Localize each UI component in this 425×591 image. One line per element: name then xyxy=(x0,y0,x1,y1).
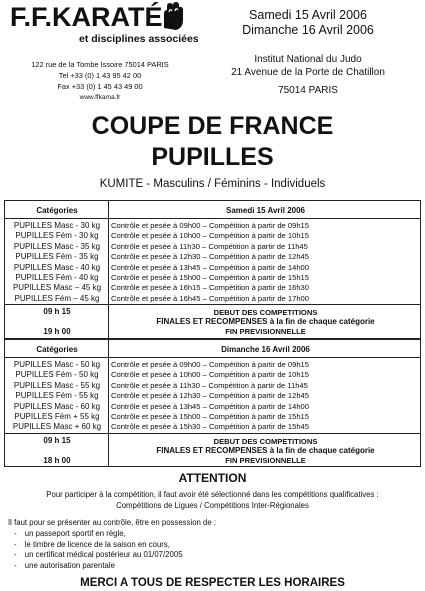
note-start: DEBUT DES COMPETITIONS xyxy=(213,308,318,317)
note-finals: FINALES ET RECOMPENSES à la fin de chaque catégorie xyxy=(156,446,375,455)
category-cell: PUPILLES Masc - 35 kg xyxy=(13,241,101,251)
schedule-cell: Contrôle et pesée à 16h15 – Compétition à partir de 16h30 xyxy=(111,283,309,293)
category-cell: PUPILLES Masc - 30 kg xyxy=(13,221,101,230)
qualification-competitions: Compétitions de Ligues / Compétitions Inter-Régionales xyxy=(116,500,309,510)
start-time: 09 h 15 xyxy=(43,436,71,445)
end-time: 19 h 00 xyxy=(43,327,71,336)
list-item: - un certificat médical postérieur au 01/07/2005 xyxy=(26,550,183,561)
category-cell: PUPILLES Masc - 40 kg xyxy=(13,262,101,272)
category-cell: PUPILLES Fém + 55 kg xyxy=(14,412,100,421)
day-header-saturday: Samedi 15 Avril 2006 xyxy=(225,206,305,215)
list-item: - une autorisation parentale xyxy=(26,561,183,572)
category-cell: PUPILLES Masc - 50 kg xyxy=(13,360,101,369)
category-cell: PUPILLES Fém - 40 kg xyxy=(15,273,99,282)
venue-street: 21 Avenue de la Porte de Chatillon xyxy=(231,66,385,78)
attention-heading: ATTENTION xyxy=(178,471,247,485)
schedule-cell: Contrôle et pesée à 13h45 – Compétition à partir de 14h00 xyxy=(111,262,309,272)
date-sunday: Dimanche 16 Avril 2006 xyxy=(242,23,374,37)
venue-block xyxy=(208,54,408,98)
category-cell: PUPILLES Fém - 55 kg xyxy=(15,391,99,401)
schedule-cell: Contrôle et pesée à 13h45 – Compétition à partir de 14h00 xyxy=(111,401,309,411)
list-item: - un passeport sportif en règle, xyxy=(26,529,183,540)
schedule-cell: Contrôle et pesée à 09h00 – Compétition à partir de 09h15 xyxy=(111,221,309,230)
category-cell: PUPILLES Masc - 60 kg xyxy=(13,401,101,411)
schedule-cell: Contrôle et pesée à 15h30 – Compétition à partir de 15h45 xyxy=(111,422,309,432)
event-dates xyxy=(208,8,408,38)
note-start: DEBUT DES COMPETITIONS xyxy=(213,437,318,446)
schedule-cell: Contrôle et pesée à 12h30 – Compétition à partir de 12h45 xyxy=(111,252,309,262)
category-cell: PUPILLES Masc + 60 kg xyxy=(12,422,102,432)
schedule-cell: Contrôle et pesée à 11h30 – Compétition à partir de 11h45 xyxy=(111,380,308,390)
day-header-sunday: Dimanche 16 Avril 2006 xyxy=(221,345,310,354)
page-subtitle: PUPILLES xyxy=(151,143,274,171)
schedule-cell: Contrôle et pesée à 12h30 – Compétition à partir de 12h45 xyxy=(111,391,309,401)
schedule-cell: Contrôle et pesée à 09h00 – Compétition à partir de 09h15 xyxy=(111,360,309,369)
schedule-cell: Contrôle et pesée à 10h00 – Compétition à partir de 10h15 xyxy=(111,231,309,241)
requirements-list xyxy=(26,529,183,571)
logo-text: F.F.KARATÉ xyxy=(10,2,163,32)
col-header-categories: Catégories xyxy=(36,345,78,354)
qualification-text: Pour participer à la compétition, il faut avoir été sélectionné dans les compétitions qualificatives : xyxy=(46,490,379,499)
sunday-schedule-table xyxy=(4,339,421,467)
end-time: 18 h 00 xyxy=(43,456,71,465)
page-title: COUPE DE FRANCE xyxy=(91,112,334,140)
saturday-schedule-table xyxy=(4,200,421,339)
schedule-cell: Contrôle et pesée à 15h00 – Compétition à partir de 15h15 xyxy=(111,412,309,421)
note-end: FIN PREVISIONNELLE xyxy=(225,327,306,336)
venue-city: 75014 PARIS xyxy=(278,85,338,96)
fax-line: Fax +33 (0) 1 45 43 49 00 xyxy=(57,82,143,91)
tel-line: Tel +33 (0) 1 43 95 42 00 xyxy=(58,71,142,80)
requirements-intro: Il faut pour se présenter au contrôle, être en possession de : xyxy=(8,518,217,527)
schedule-cell: Contrôle et pesée à 11h30 – Compétition à partir de 11h45 xyxy=(111,241,308,251)
schedule-cell: Contrôle et pesée à 16h45 – Compétition à partir de 17h00 xyxy=(111,293,309,303)
event-type: KUMITE - Masculins / Féminins - Individuels xyxy=(99,178,326,190)
logo-subtitle: et disciplines associées xyxy=(79,33,199,45)
closing-message: MERCI A TOUS DE RESPECTER LES HORAIRES xyxy=(80,577,345,589)
category-cell: PUPILLES Fém - 35 kg xyxy=(15,252,99,262)
schedule-cell: Contrôle et pesée à 15h00 – Compétition à partir de 15h15 xyxy=(111,273,309,282)
venue-name: Institut National du Judo xyxy=(254,54,362,65)
category-cell: PUPILLES Fém - 30 kg xyxy=(15,231,99,241)
note-finals: FINALES ET RECOMPENSES à la fin de chaque catégorie xyxy=(156,317,375,326)
hand-logo-icon xyxy=(160,2,186,32)
date-saturday: Samedi 15 Avril 2006 xyxy=(249,8,367,22)
qualification-note xyxy=(0,490,425,511)
web-link[interactable]: www.ffkama.fr xyxy=(79,94,121,101)
category-cell: PUPILLES Masc – 45 kg xyxy=(12,283,102,293)
category-cell: PUPILLES Fém - 50 kg xyxy=(15,370,99,380)
list-item: - le timbre de licence de la saison en cours, xyxy=(26,540,183,551)
schedule-cell: Contrôle et pesée à 10h00 – Compétition à partir de 10h15 xyxy=(111,370,309,380)
note-end: FIN PREVISIONNELLE xyxy=(225,456,306,465)
col-header-categories: Catégories xyxy=(36,206,78,215)
category-cell: PUPILLES Fém – 45 kg xyxy=(14,293,100,303)
category-cell: PUPILLES Masc - 55 kg xyxy=(13,380,101,390)
address-line: 122 rue de la Tombe Issoire 75014 PARIS xyxy=(31,60,169,69)
start-time: 09 h 15 xyxy=(43,307,71,316)
